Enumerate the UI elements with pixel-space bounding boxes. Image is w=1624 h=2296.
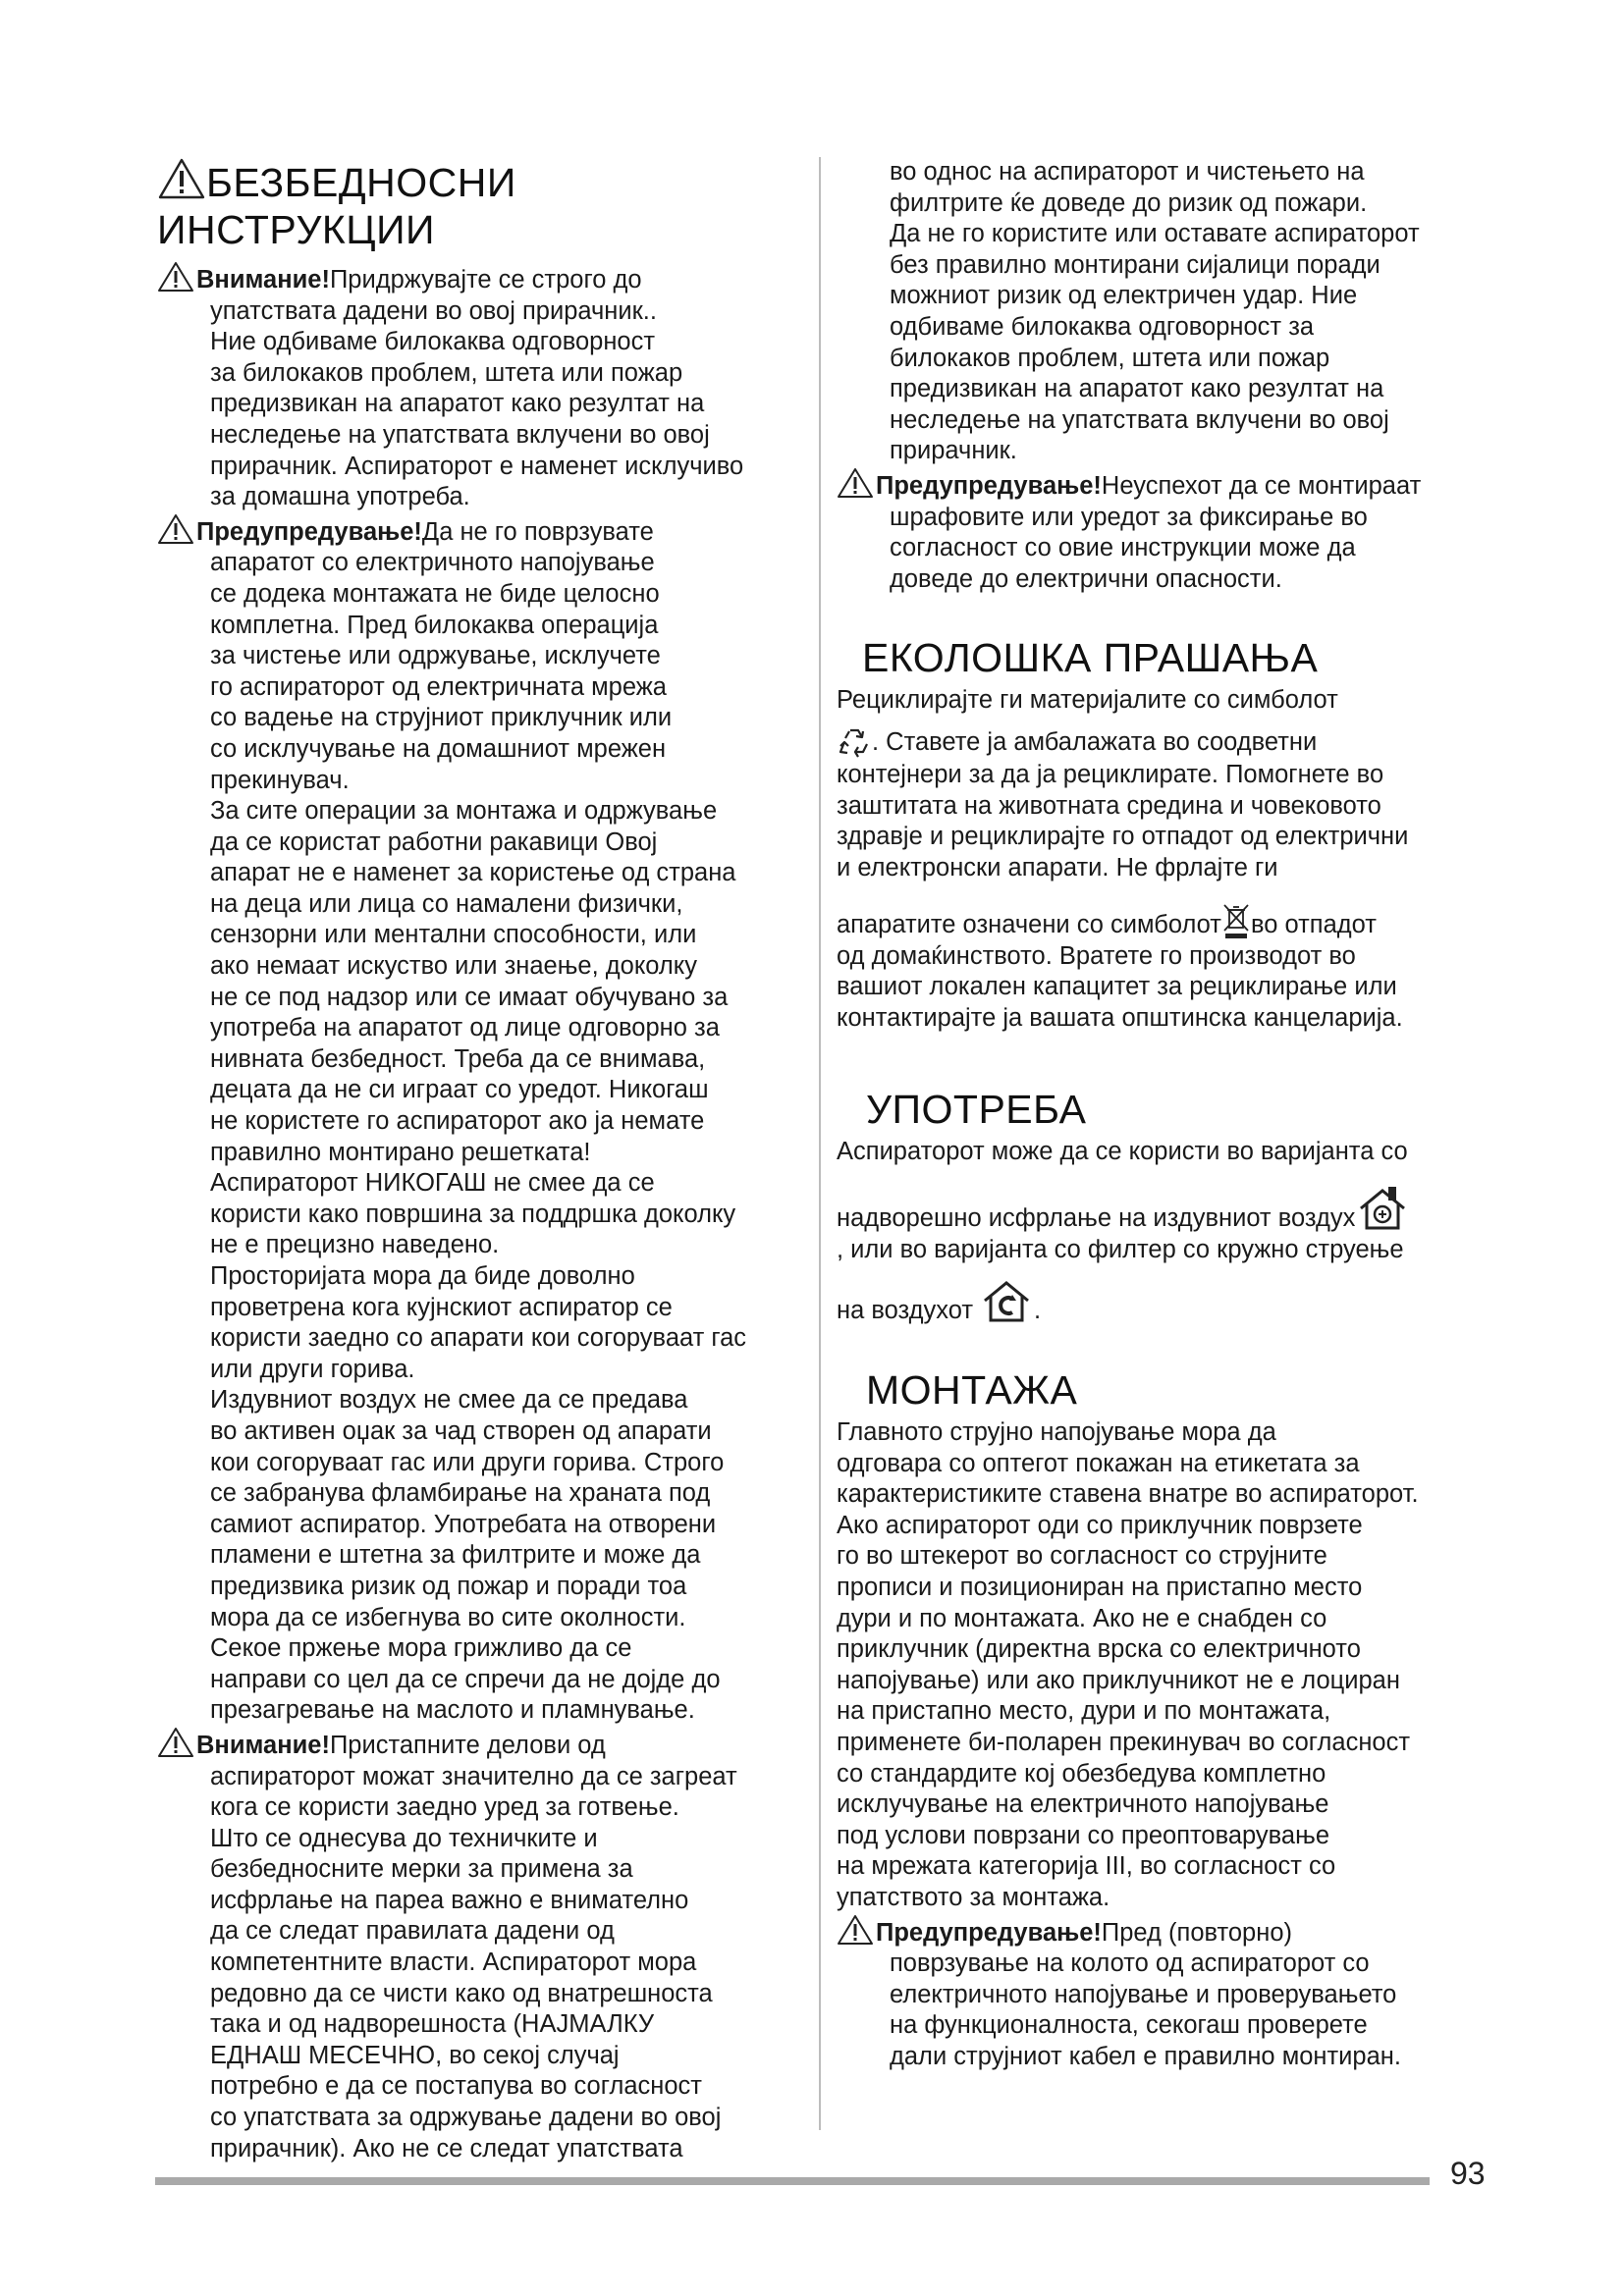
page-number: 93 (1450, 2156, 1486, 2191)
text-line: да се следат правилата дадени од (210, 1917, 615, 1946)
text-line: на пристапно место, дури и по монтажата, (837, 1697, 1331, 1726)
text-line: нивната безбедност. Треба да се внимава, (210, 1044, 706, 1073)
right-column (837, 157, 1485, 2073)
text-line: го во штекерот во согласност со струјните (837, 1542, 1327, 1571)
text-line: аспираторот можат значително да се загреат (210, 1762, 737, 1790)
text-line: Ако аспираторот оди со приклучник поврзете (837, 1511, 1363, 1539)
crossed-bin-icon (1221, 901, 1251, 940)
use-text: . (1034, 1297, 1042, 1325)
section-mount (837, 1366, 1485, 2072)
warning-lead: Предупредување! (876, 471, 1102, 500)
eco-text: . Ставете ја амбалажата во соодветни (872, 727, 1318, 756)
text-line: Просторијата мора да биде доволно (210, 1262, 635, 1290)
text-line: апаратот со електричното напојување (210, 549, 655, 577)
text-line: без правилно монтирани сијалици поради (890, 250, 1380, 279)
text-line: со упатствата за одржување дадени во овој (210, 2104, 722, 2132)
text-line: прекинувач. (210, 766, 350, 794)
text-line: за домашна употреба. (210, 483, 470, 511)
warning-block-screws (837, 467, 1485, 595)
text-line: кои согоруваат гас или други горива. Строго (210, 1448, 725, 1476)
text-line: карактеристиките ставена внатре во аспираторот. (837, 1480, 1419, 1509)
text-line: исклучување на електричното напојување (837, 1790, 1329, 1819)
text-line: ако немаат искуство или знаење, доколку (210, 952, 697, 981)
text-line: дали струјниот кабел е правилно монтиран. (890, 2042, 1401, 2070)
text-line: во однос на аспираторот и чистењето на (890, 158, 1365, 186)
text-line: контејнери за да ја рециклирате. Помогнете во (837, 760, 1384, 788)
eco-text: во отпадот (1250, 911, 1377, 939)
text-line: Што се однесува до техничките и (210, 1824, 598, 1852)
recycle-icon (837, 726, 872, 760)
use-text: Аспираторот може да се користи во варијанта со (837, 1137, 1408, 1165)
text-line: пламени е штетна за филтрите и може да (210, 1541, 701, 1570)
text-line: презагревање на маслото и пламнување. (210, 1696, 695, 1725)
text-line: не се под надзор или се имаат обучувано за (210, 983, 729, 1011)
text-line: одговара со оптегот покажан на етикетата за (837, 1449, 1360, 1477)
use-text: , или во варијанта со филтер со кружно струење (837, 1235, 1404, 1263)
text-line: филтрите ќе доведе до ризик од пожари. (890, 188, 1368, 217)
eco-text-lines (837, 760, 1485, 883)
text-line: апарат не е наменет за користење од страна (210, 859, 736, 887)
text-line: прирачник. Аспираторот е наменет исклучиво (210, 452, 744, 480)
warning-text-rest (837, 503, 1485, 596)
text-line: се додека монтажата не биде целосно (210, 579, 660, 608)
warning-lead: Внимание! (196, 266, 330, 294)
text-line: ЕДНАШ МЕСЕЧНО, во секој случај (210, 2041, 620, 2069)
section-eco (837, 634, 1485, 1034)
section-title-eco: ЕКОЛОШКА ПРАШАЊА (862, 635, 1319, 681)
text-line: за билокаков проблем, штета или пожар (210, 358, 683, 387)
text-line: предизвика ризик од пожар и поради тоа (210, 1572, 687, 1600)
text-line: сензорни или ментални способности, или (210, 921, 697, 949)
text-line: направи со цел да се спречи да не дојде до (210, 1665, 721, 1693)
text-line: Секое пржење мора грижливо да се (210, 1634, 632, 1663)
text-line: контактирајте ја вашата општинска канцеларија. (837, 1004, 1403, 1033)
text-line: користи заедно со апарати кои согоруваат гас (210, 1324, 747, 1353)
text-line: неследење на упатствата вклучени во овој (890, 405, 1389, 434)
text-line: напојување) или ако приклучникот не е лоциран (837, 1666, 1400, 1694)
eco-text-lines (837, 941, 1485, 1035)
text-line: со вадење на струјниот приклучник или (210, 704, 673, 732)
text-line: вашиот локален капацитет за рециклирање или (837, 973, 1397, 1001)
section-title-text: БЕЗБЕДНОСНИ ИНСТРУКЦИИ (157, 160, 516, 252)
warning-text-rest (837, 1949, 1485, 2072)
text-line: се забранува фламбирање на храната под (210, 1479, 711, 1508)
warning-block (157, 513, 805, 1727)
text-line: прирачник. (890, 437, 1017, 465)
recirculation-house-icon (979, 1279, 1034, 1324)
text-line: согласност со овие инструкции може да (890, 534, 1356, 562)
warning-lead: Предупредување! (876, 1918, 1102, 1947)
left-column (157, 157, 805, 2164)
text-line: или други горива. (210, 1355, 415, 1383)
text-line: приклучник (директна врска со електричното (837, 1635, 1361, 1664)
text-line: не користете го аспираторот ако ја немате (210, 1107, 705, 1136)
text-line: така и од надворешноста (НАЈМАЛКУ (210, 2010, 655, 2039)
warning-block (157, 261, 805, 513)
text-line: мора да се избегнува во сите околности. (210, 1603, 686, 1631)
text-line: Главното струјно напојување мора да (837, 1418, 1276, 1447)
text-line: билокаков проблем, штета или пожар (890, 344, 1330, 372)
text-line: употреба на апаратот од лице одговорно за (210, 1014, 720, 1042)
column-divider (819, 157, 821, 2130)
warning-icon (837, 1914, 874, 1946)
warning-text: Да не го поврзувате (421, 517, 654, 546)
eco-text: Рециклирајте ги материјалите со симболот (837, 686, 1338, 715)
text-line: упатствата дадени во овој прирачник.. (210, 296, 657, 325)
warning-text: Пристапните делови од (329, 1731, 606, 1759)
text-line: Ние одбиваме билокаква одговорност (210, 328, 656, 356)
warning-icon (157, 157, 206, 200)
use-text: надворешно исфрлање на издувниот воздух (837, 1204, 1356, 1233)
text-line: доведе до електрични опасности. (890, 564, 1282, 593)
use-text: на воздухот (837, 1297, 974, 1325)
text-line: дури и по монтажата. Ако не е снабден со (837, 1604, 1327, 1632)
section-use (837, 1086, 1485, 1327)
text-line: применете би-поларен прекинувач во согласност (837, 1728, 1411, 1756)
text-line: прописи и позициониран на пристапно место (837, 1574, 1363, 1601)
text-line: децата да не си играат со уредот. Никогаш (210, 1076, 709, 1104)
text-line: самиот аспиратор. Употребата на отворени (210, 1510, 717, 1538)
text-line: поврзување на колото од аспираторот со (890, 1949, 1370, 1978)
text-line: Издувниот воздух не смее да се предава (210, 1386, 688, 1415)
eco-text: апаратите означени со симболот (837, 911, 1221, 939)
text-line: шрафовите или уредот за фиксирање во (890, 503, 1368, 531)
warning-icon (157, 513, 194, 545)
section-title-mount: МОНТАЖА (866, 1367, 1078, 1414)
warning-block (157, 1727, 805, 2164)
text-line: исфрлање на пареа важно е внимателно (210, 1886, 689, 1914)
ducted-house-icon (1355, 1185, 1410, 1232)
text-line: користи како површина за поддршка доколку (210, 1200, 736, 1228)
text-line: упатството за монтажа. (837, 1883, 1110, 1911)
text-line: под услови поврзани со преоптоварување (837, 1821, 1330, 1849)
warning-block-mount (837, 1914, 1485, 2073)
warning-text: Неуспехот да се монтираат (1101, 471, 1422, 500)
section-title-use: УПОТРЕБА (866, 1086, 1087, 1132)
text-line: предизвикан на апаратот како резултат на (210, 390, 705, 418)
warning-lead: Внимание! (196, 1731, 330, 1759)
text-line: прирачник). Ако не се следат упатствата (210, 2134, 683, 2163)
text-line: електричното напојување и проверувањето (890, 1980, 1397, 2008)
text-line: здравје и рециклирајте го отпадот од електрични (837, 823, 1409, 851)
text-line: неследење на упатствата вклучени во овој (210, 420, 710, 449)
warning-icon (837, 467, 874, 499)
text-line: и електронски апарати. Не фрлајте ги (837, 853, 1278, 881)
text-line: предизвикан на апаратот како резултат на (890, 375, 1384, 403)
text-line: комплетна. Пред билокаква операција (210, 611, 659, 639)
text-line: од домаќинството. Вратете го производот во (837, 941, 1356, 970)
text-line: редовно да се чисти како од внатрешноста (210, 1979, 713, 2007)
footer-rule (155, 2177, 1430, 2185)
text-line: Аспираторот НИКОГАШ не смее да се (210, 1169, 655, 1198)
text-line: за чистење или одржување, исклучете (210, 642, 661, 670)
section-title-safety (157, 157, 805, 253)
text-line: За сите операции за монтажа и одржување (210, 797, 718, 826)
warning-lead: Предупредување! (196, 517, 422, 546)
warning-icon (157, 261, 194, 293)
text-line: со стандардите кој обезбедува комплетно (837, 1759, 1326, 1788)
text-line: не е прецизно наведено. (210, 1231, 500, 1259)
mount-text-lines (837, 1417, 1485, 1914)
text-line: безбедносните мерки за примена за (210, 1855, 633, 1884)
safety-continued (837, 157, 1485, 467)
text-line: проветрена кога кујнскиот аспиратор се (210, 1293, 673, 1321)
text-line: кога се користи заедно уред за готвење. (210, 1793, 679, 1822)
text-line: можниот ризик од електричен удар. Ние (890, 282, 1358, 310)
text-line: правилно монтирано решетката! (210, 1138, 591, 1166)
text-line: потребно е да се постапува во согласност (210, 2072, 702, 2101)
text-line: компетентните власти. Аспираторот мора (210, 1949, 697, 1977)
warning-text: Пред (повторно) (1101, 1918, 1292, 1947)
text-line: на деца или лица со намалени физички, (210, 889, 683, 918)
warning-icon (157, 1727, 194, 1758)
text-line: да се користат работни ракавици Овој (210, 828, 658, 856)
text-line: го аспираторот од електричната мрежа (210, 672, 667, 701)
text-line: во активен оџак за чад створен од апарати (210, 1416, 712, 1445)
text-line: одбиваме билокаква одговорност за (890, 312, 1315, 341)
text-line: на мрежата категорија III, во согласност со (837, 1852, 1336, 1881)
text-line: заштитата на животната средина и човековото (837, 791, 1381, 820)
text-line: со исклучување на домашниот мрежен (210, 734, 667, 763)
text-line: Да не го користите или оставате аспираторот (890, 220, 1420, 248)
safety-blocks (157, 261, 805, 2164)
text-line: на функционалноста, секогаш проверете (890, 2011, 1368, 2040)
warning-text: Придржувајте се строго до (329, 266, 642, 294)
